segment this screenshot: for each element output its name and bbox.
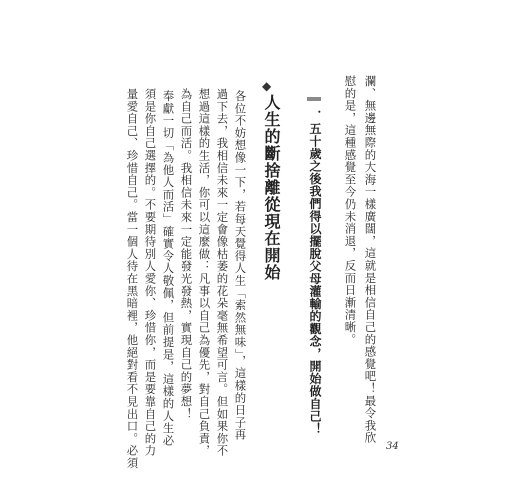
diamond-icon: ◆	[262, 79, 272, 93]
text-line: 量愛自己、珍惜自己。當一個人待在黑暗裡，他絕對看不見出口。必須	[125, 88, 140, 470]
page-number: 34	[386, 441, 399, 452]
text-line: 奉獻一切「為他人而活」確實令人敬佩，但前提是，這樣的人生必	[161, 90, 176, 447]
text-line: 各位不妨想像一下，若每天覺得人生「索然無味」，這樣的日子再	[233, 90, 248, 441]
text-line: 過下去，我相信未來一定會像枯萎的花朵毫無希望可言。但如果你不	[215, 88, 230, 457]
highlight-line: ．五十歲之後我們得以擺脫父母灌輸的觀念，開始做自己！	[308, 110, 322, 435]
text-line: 須是你自己選擇的。不要期待別人愛你、珍惜你，而是要靠自己的力	[143, 88, 158, 457]
text-line: 慰的是，這種感覺至今仍未消退，反而日漸清晰。	[343, 75, 358, 346]
section-heading: 人生的斷捨離從現在開始	[262, 94, 281, 281]
text-line: 想過這樣的生活，你可以這麼做：凡事以自己為優先，對自己負責，	[197, 88, 212, 457]
section-divider	[307, 97, 321, 101]
text-line: 為自己而活。我相信未來一定能發光發熱，實現自己的夢想！	[179, 88, 194, 421]
text-line: 瀾、無邊無際的大海一樣廣闊，這就是相信自己的感覺吧！最令我欣	[363, 75, 378, 444]
